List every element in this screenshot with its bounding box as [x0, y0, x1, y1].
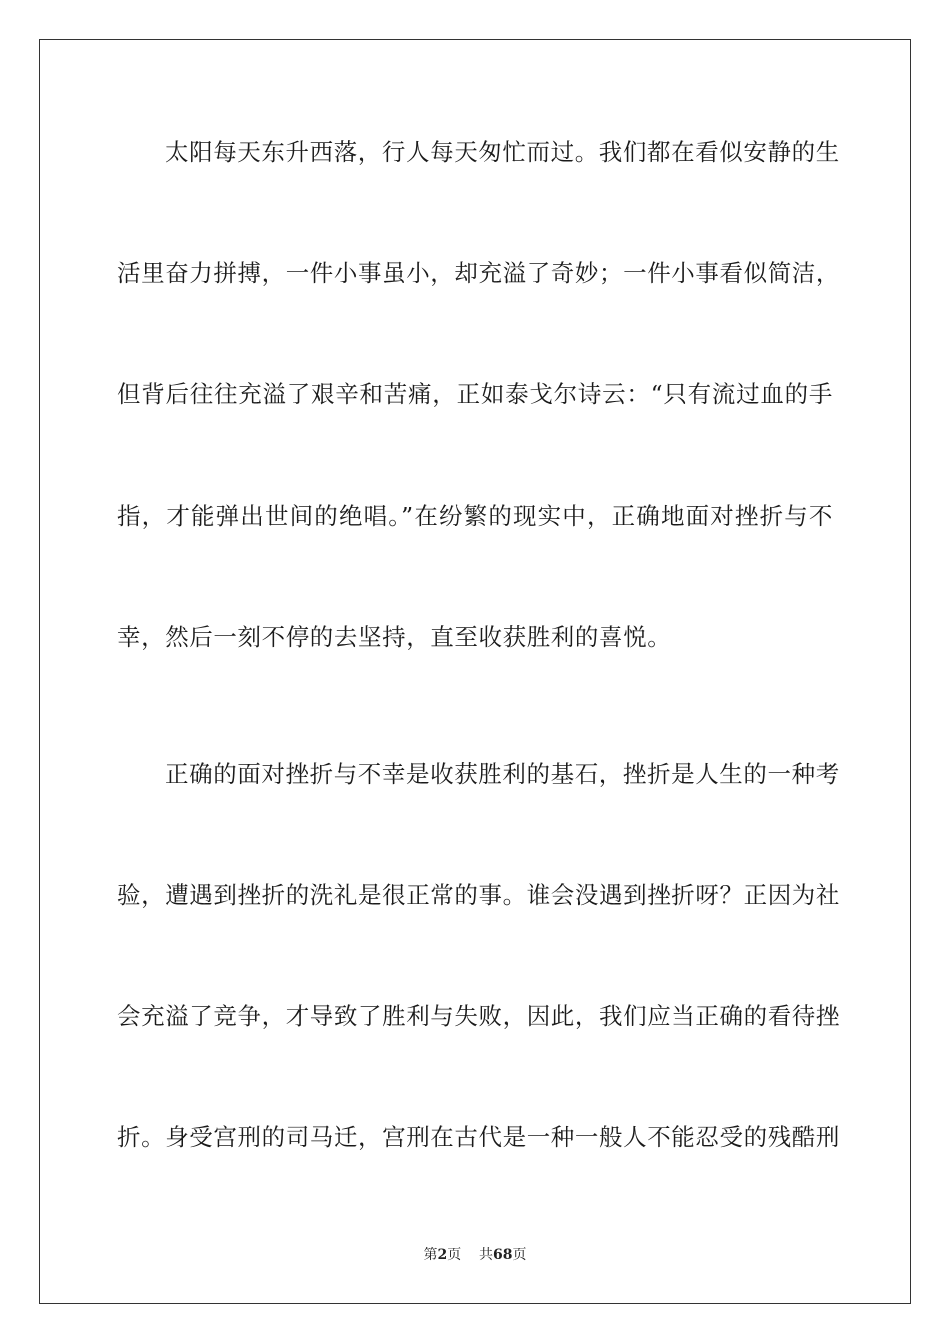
paragraph-line: 验，遭遇到挫折的洗礼是很正常的事。谁会没遇到挫折呀？正因为社	[117, 881, 840, 909]
footer-total-pages: 68	[493, 1247, 513, 1263]
paragraph-line: 但背后往往充溢了艰辛和苦痛，正如泰戈尔诗云：“只有流过血的手	[117, 380, 833, 408]
page-footer	[0, 1246, 950, 1264]
footer-total-prefix: 共	[479, 1247, 494, 1263]
paragraph-line: 幸，然后一刻不停的去坚持，直至收获胜利的喜悦。	[117, 623, 672, 651]
paragraph-line: 折。身受宫刑的司马迁，宫刑在古代是一种一般人不能忍受的残酷刑	[117, 1123, 840, 1151]
paragraph-line: 会充溢了竞争，才导致了胜利与失败，因此，我们应当正确的看待挫	[117, 1002, 840, 1030]
footer-page-prefix: 第	[423, 1247, 438, 1263]
paragraph-line: 太阳每天东升西落，行人每天匆忙而过。我们都在看似安静的生	[165, 138, 840, 166]
footer-page-number: 2	[437, 1247, 448, 1263]
footer-total-suffix: 页	[512, 1247, 527, 1263]
footer-page-suffix: 页	[447, 1247, 462, 1263]
paragraph-line: 正确的面对挫折与不幸是收获胜利的基石，挫折是人生的一种考	[165, 760, 840, 788]
paragraph-line: 指，才能弹出世间的绝唱。”在纷繁的现实中，正确地面对挫折与不	[117, 502, 833, 530]
paragraph-line: 活里奋力拼搏，一件小事虽小，却充溢了奇妙；一件小事看似简洁，	[117, 259, 840, 287]
page-border	[39, 39, 911, 1304]
